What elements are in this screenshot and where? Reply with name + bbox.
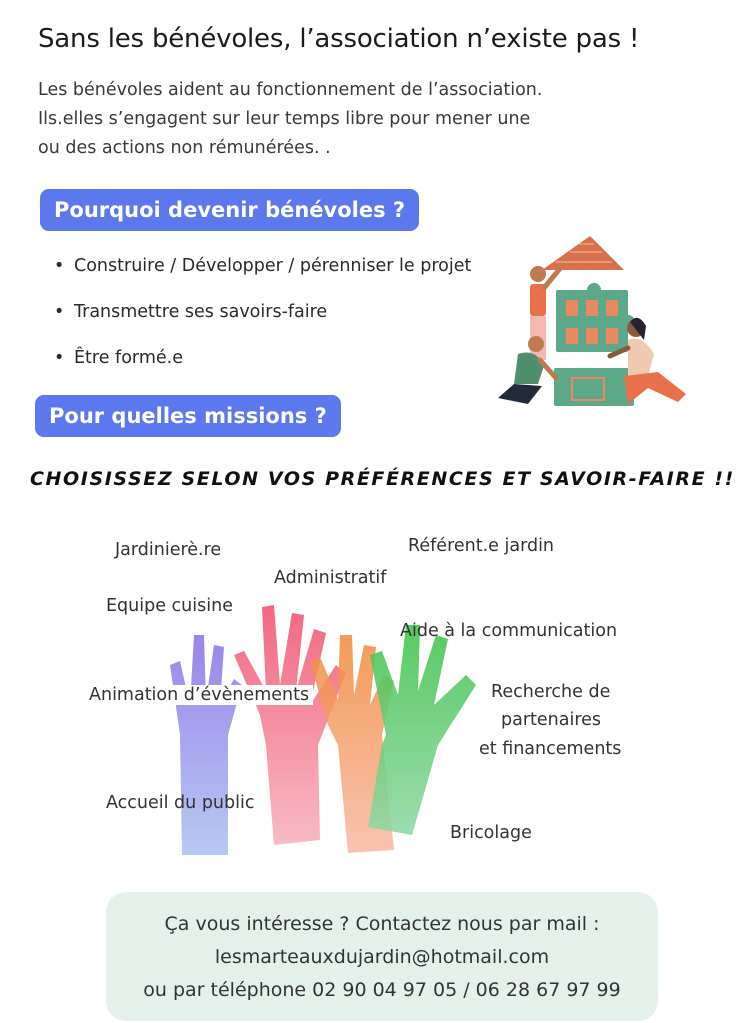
list-item: • Être formé.e: [54, 348, 471, 394]
volunteers-building-illustration: [478, 236, 694, 412]
page-title: Sans les bénévoles, l’association n’existe pas !: [38, 24, 640, 54]
mission-accueil: Accueil du public: [106, 793, 255, 813]
reasons-list: [54, 256, 471, 394]
contact-intro: Ça vous intéresse ? Contactez nous par mail :: [164, 913, 600, 935]
list-item: • Transmettre ses savoirs-faire: [54, 302, 471, 348]
mission-referent-jardin: Référent.e jardin: [408, 536, 555, 556]
intro-line: Les bénévoles aident au fonctionnement de l’association.: [38, 80, 543, 100]
contact-phone: ou par téléphone 02 90 04 97 05 / 06 28 67 97 99: [143, 979, 621, 1001]
intro-paragraph: [38, 76, 542, 163]
intro-line: ou des actions non rémunérées. .: [38, 138, 331, 158]
choose-heading: CHOISISSEZ SELON VOS PRÉFÉRENCES ET SAVOIR-FAIRE !!: [30, 468, 735, 490]
mission-recherche-line-2: partenaires: [501, 710, 602, 730]
mission-communication: Aide à la communication: [400, 621, 618, 641]
mission-administratif: Administratif: [274, 568, 387, 588]
mission-recherche-line-1: Recherche de: [491, 682, 611, 702]
mission-recherche-line-3: et financements: [479, 739, 622, 759]
contact-email[interactable]: lesmarteauxdujardin@hotmail.com: [214, 946, 550, 968]
contact-box: [106, 892, 658, 1021]
mission-animation: Animation d’évènements: [85, 685, 313, 705]
missions-heading: Pour quelles missions ?: [35, 395, 341, 437]
mission-jardinier: Jardinierè.re: [115, 540, 222, 560]
mission-equipe-cuisine: Equipe cuisine: [106, 596, 233, 616]
intro-line: Ils.elles s’engagent sur leur temps libre pour mener une: [38, 109, 531, 129]
why-heading: Pourquoi devenir bénévoles ?: [40, 189, 419, 231]
list-item: • Construire / Développer / pérenniser le projet: [54, 256, 471, 302]
mission-bricolage: Bricolage: [450, 823, 532, 843]
